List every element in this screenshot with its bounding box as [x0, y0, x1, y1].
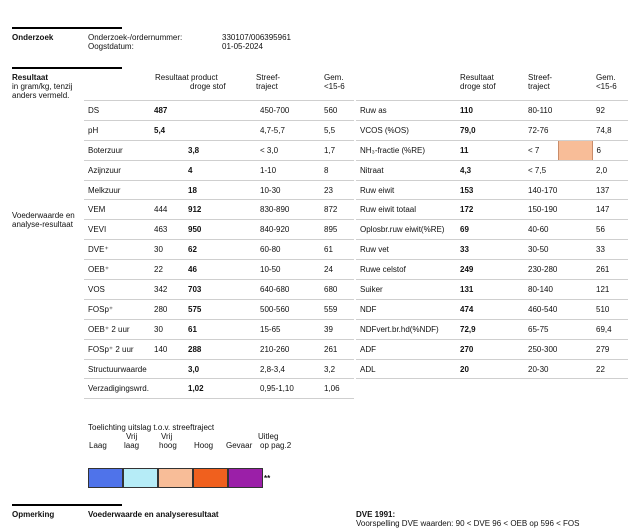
- row-name: Structuurwaarde: [84, 359, 150, 379]
- row-average: 39: [320, 319, 354, 339]
- order-label: Onderzoek-/ordernummer:: [88, 33, 183, 42]
- status-flag-cell: [558, 220, 592, 240]
- harvest-value: 01-05-2024: [222, 42, 263, 51]
- row-dry-value: 4,3: [456, 160, 524, 180]
- row-dry-value: 172: [456, 200, 524, 220]
- row-name: VCOS (%OS): [356, 120, 456, 140]
- row-target-range: 10-30: [256, 180, 320, 200]
- row-dry-value: 20: [456, 359, 524, 379]
- row-name: VEVI: [84, 220, 150, 240]
- row-product-value: 487: [150, 101, 184, 121]
- row-dry-value: 270: [456, 339, 524, 359]
- row-average: 895: [320, 220, 354, 240]
- row-name: OEB⁺ 2 uur: [84, 319, 150, 339]
- row-dry-value: 950: [184, 220, 256, 240]
- row-target-range: 10-50: [256, 260, 320, 280]
- legend-swatch-vrij-hoog: [158, 468, 193, 488]
- legend-label-op-pag: op pag.2: [260, 441, 292, 450]
- left-results-table: [84, 100, 354, 399]
- row-name: NDFvert.br.hd(%NDF): [356, 319, 456, 339]
- row-average: 261: [320, 339, 354, 359]
- row-average: 22: [592, 359, 628, 379]
- row-dry-value: 79,0: [456, 120, 524, 140]
- row-name: DS: [84, 101, 150, 121]
- row-name: FOSp⁺: [84, 299, 150, 319]
- row-average: 56: [592, 220, 628, 240]
- legend-label-gevaar: Gevaar: [226, 441, 253, 450]
- row-average: 2,0: [592, 160, 628, 180]
- row-target-range: 40-60: [524, 220, 558, 240]
- col-header-result: Resultaat product: [155, 73, 218, 82]
- table-row: [356, 280, 628, 300]
- table-row: [84, 260, 354, 280]
- row-product-value: [150, 160, 184, 180]
- row-average: 559: [320, 299, 354, 319]
- row-name: ADF: [356, 339, 456, 359]
- row-name: Ruw vet: [356, 240, 456, 260]
- results-rule: [12, 67, 122, 69]
- col-header-avg: Gem. <15-6: [324, 73, 345, 91]
- row-dry-value: 33: [456, 240, 524, 260]
- status-flag-cell: [558, 280, 592, 300]
- table-row: [356, 180, 628, 200]
- row-product-value: 342: [150, 280, 184, 300]
- row-average: 872: [320, 200, 354, 220]
- legend-color-bar: [88, 468, 263, 488]
- table-row: [84, 120, 354, 140]
- row-average: 6: [592, 140, 628, 160]
- row-dry-value: [184, 101, 256, 121]
- row-name: NDF: [356, 299, 456, 319]
- row-dry-value: 18: [184, 180, 256, 200]
- header-rule: [12, 27, 122, 29]
- row-target-range: 15-65: [256, 319, 320, 339]
- table-row: [356, 160, 628, 180]
- row-average: 1,7: [320, 140, 354, 160]
- footer-left-title: Voederwaarde en analyseresultaat: [88, 510, 219, 519]
- row-target-range: 460-540: [524, 299, 558, 319]
- row-target-range: 250-300: [524, 339, 558, 359]
- row-product-value: [150, 180, 184, 200]
- row-target-range: 2,8-3,4: [256, 359, 320, 379]
- row-target-range: 30-50: [524, 240, 558, 260]
- table-row: [356, 140, 628, 160]
- row-dry-value: 1,02: [184, 379, 256, 399]
- status-flag-cell: [558, 260, 592, 280]
- row-name: VOS: [84, 280, 150, 300]
- row-name: Suiker: [356, 280, 456, 300]
- row-average: 137: [592, 180, 628, 200]
- legend-label-vrij-hoog: hoog: [159, 441, 177, 450]
- table-row: [356, 101, 628, 121]
- col-header-target: Streef-traject: [256, 73, 281, 91]
- table-row: [356, 240, 628, 260]
- status-flag-cell: [558, 200, 592, 220]
- table-row: [84, 339, 354, 359]
- table-row: [84, 379, 354, 399]
- table-row: [84, 359, 354, 379]
- row-dry-value: 3,0: [184, 359, 256, 379]
- table-row: [84, 160, 354, 180]
- row-target-range: 20-30: [524, 359, 558, 379]
- status-flag-cell: [558, 359, 592, 379]
- row-name: Boterzuur: [84, 140, 150, 160]
- table-row: [84, 101, 354, 121]
- footer-section-label: Opmerking: [12, 510, 55, 519]
- legend-label-uitleg: Uitleg: [258, 432, 279, 441]
- order-value: 330107/006395961: [222, 33, 291, 42]
- row-name: Ruwe celstof: [356, 260, 456, 280]
- row-product-value: [150, 140, 184, 160]
- harvest-label: Oogstdatum:: [88, 42, 134, 51]
- row-average: 24: [320, 260, 354, 280]
- row-target-range: 150-190: [524, 200, 558, 220]
- col-header-dry: droge stof: [190, 82, 226, 91]
- row-name: Ruw eiwit: [356, 180, 456, 200]
- row-target-range: < 7,5: [524, 160, 558, 180]
- table-row: [356, 359, 628, 379]
- right-results-table: [356, 100, 628, 379]
- row-name: Melkzuur: [84, 180, 150, 200]
- row-average: 74,8: [592, 120, 628, 140]
- row-name: Ruw as: [356, 101, 456, 121]
- row-name: NH₃-fractie (%RE): [356, 140, 456, 160]
- row-average: 8: [320, 160, 354, 180]
- row-dry-value: 575: [184, 299, 256, 319]
- row-product-value: 280: [150, 299, 184, 319]
- status-flag-cell: [558, 240, 592, 260]
- legend-label-vrij-1: Vrij: [126, 432, 138, 441]
- row-average: 121: [592, 280, 628, 300]
- row-target-range: 65-75: [524, 319, 558, 339]
- status-flag-cell: [558, 101, 592, 121]
- legend-swatch-hoog: [193, 468, 228, 488]
- table-row: [84, 180, 354, 200]
- row-dry-value: 912: [184, 200, 256, 220]
- row-name: DVE⁺: [84, 240, 150, 260]
- row-name: VEM: [84, 200, 150, 220]
- results-title: Resultaat: [12, 73, 49, 82]
- row-target-range: 140-170: [524, 180, 558, 200]
- row-target-range: 0,95-1,10: [256, 379, 320, 399]
- table-row: [356, 200, 628, 220]
- row-target-range: 60-80: [256, 240, 320, 260]
- status-flag-cell: [558, 180, 592, 200]
- table-row: [84, 220, 354, 240]
- section-label-onderzoek: Onderzoek: [12, 33, 54, 42]
- row-average: 92: [592, 101, 628, 121]
- row-name: ADL: [356, 359, 456, 379]
- row-name: OEB⁺: [84, 260, 150, 280]
- row-dry-value: 153: [456, 180, 524, 200]
- row-name: Verzadigingswrd.: [84, 379, 150, 399]
- row-dry-value: 703: [184, 280, 256, 300]
- row-average: 560: [320, 101, 354, 121]
- table-row: [84, 240, 354, 260]
- table-row: [84, 140, 354, 160]
- row-dry-value: 61: [184, 319, 256, 339]
- row-dry-value: 4: [184, 160, 256, 180]
- row-product-value: [150, 359, 184, 379]
- row-dry-value: 3,8: [184, 140, 256, 160]
- table-row: [356, 220, 628, 240]
- row-target-range: < 3,0: [256, 140, 320, 160]
- feed-value-label: Voederwaarde en analyse-resultaat: [12, 211, 75, 229]
- row-average: 3,2: [320, 359, 354, 379]
- legend-label-vrij-2: Vrij: [161, 432, 173, 441]
- row-product-value: 463: [150, 220, 184, 240]
- table-row: [84, 280, 354, 300]
- row-target-range: 230-280: [524, 260, 558, 280]
- row-dry-value: 474: [456, 299, 524, 319]
- legend-label-vrij-laag: laag: [124, 441, 140, 450]
- row-average: 5,5: [320, 120, 354, 140]
- status-flag-cell: [558, 160, 592, 180]
- row-target-range: 450-700: [256, 101, 320, 121]
- table-row: [356, 319, 628, 339]
- right-col-header-dry: droge stof: [460, 82, 496, 91]
- row-name: pH: [84, 120, 150, 140]
- row-name: Nitraat: [356, 160, 456, 180]
- legend-label-hoog: Hoog: [194, 441, 214, 450]
- row-average: 33: [592, 240, 628, 260]
- status-flag-cell: [558, 120, 592, 140]
- row-average: 510: [592, 299, 628, 319]
- row-product-value: 5,4: [150, 120, 184, 140]
- legend-swatch-laag: [88, 468, 123, 488]
- row-dry-value: 46: [184, 260, 256, 280]
- table-row: [356, 339, 628, 359]
- row-dry-value: [184, 120, 256, 140]
- row-dry-value: 288: [184, 339, 256, 359]
- row-target-range: 80-110: [524, 101, 558, 121]
- row-target-range: 1-10: [256, 160, 320, 180]
- row-target-range: 210-260: [256, 339, 320, 359]
- legend-label-laag: Laag: [89, 441, 107, 450]
- row-product-value: 30: [150, 240, 184, 260]
- row-dry-value: 69: [456, 220, 524, 240]
- right-col-header-avg: Gem. <15-6: [596, 73, 617, 91]
- status-flag-cell: [558, 319, 592, 339]
- row-average: 279: [592, 339, 628, 359]
- legend-stars: **: [264, 474, 271, 483]
- status-flag-cell: [558, 140, 592, 160]
- row-dry-value: 11: [456, 140, 524, 160]
- row-target-range: < 7: [524, 140, 558, 160]
- row-average: 23: [320, 180, 354, 200]
- row-product-value: 140: [150, 339, 184, 359]
- row-product-value: 444: [150, 200, 184, 220]
- row-average: 261: [592, 260, 628, 280]
- row-name: FOSp⁺ 2 uur: [84, 339, 150, 359]
- row-target-range: 72-76: [524, 120, 558, 140]
- row-dry-value: 131: [456, 280, 524, 300]
- table-row: [356, 260, 628, 280]
- row-average: 61: [320, 240, 354, 260]
- table-row: [84, 299, 354, 319]
- row-target-range: 80-140: [524, 280, 558, 300]
- right-col-header-target: Streef-traject: [528, 73, 553, 91]
- table-row: [84, 200, 354, 220]
- row-average: 680: [320, 280, 354, 300]
- row-name: Azijnzuur: [84, 160, 150, 180]
- row-dry-value: 62: [184, 240, 256, 260]
- row-target-range: 4,7-5,7: [256, 120, 320, 140]
- status-flag-cell: [558, 299, 592, 319]
- right-col-header-result: Resultaat: [460, 73, 494, 82]
- table-row: [356, 299, 628, 319]
- footer-rule: [12, 504, 122, 506]
- legend-swatch-vrij-laag: [123, 468, 158, 488]
- legend-swatch-gevaar: [228, 468, 263, 488]
- table-row: [84, 319, 354, 339]
- row-average: 147: [592, 200, 628, 220]
- row-product-value: 30: [150, 319, 184, 339]
- footer-right-title: DVE 1991:: [356, 510, 396, 519]
- row-target-range: 840-920: [256, 220, 320, 240]
- row-name: Ruw eiwit totaal: [356, 200, 456, 220]
- table-row: [356, 120, 628, 140]
- row-dry-value: 72,9: [456, 319, 524, 339]
- row-average: 1,06: [320, 379, 354, 399]
- row-product-value: 22: [150, 260, 184, 280]
- row-dry-value: 110: [456, 101, 524, 121]
- results-subtitle: in gram/kg, tenzij anders vermeld.: [12, 82, 73, 100]
- legend-title: Toelichting uitslag t.o.v. streeftraject: [88, 423, 215, 432]
- status-flag-cell: [558, 339, 592, 359]
- row-target-range: 640-680: [256, 280, 320, 300]
- footer-right-text: Voorspelling DVE waarden: 90 < DVE 96 < OEB op 596 < FOS: [356, 519, 580, 528]
- row-target-range: 830-890: [256, 200, 320, 220]
- row-dry-value: 249: [456, 260, 524, 280]
- row-name: Oplosbr.ruw eiwit(%RE): [356, 220, 456, 240]
- row-product-value: [150, 379, 184, 399]
- row-average: 69,4: [592, 319, 628, 339]
- row-target-range: 500-560: [256, 299, 320, 319]
